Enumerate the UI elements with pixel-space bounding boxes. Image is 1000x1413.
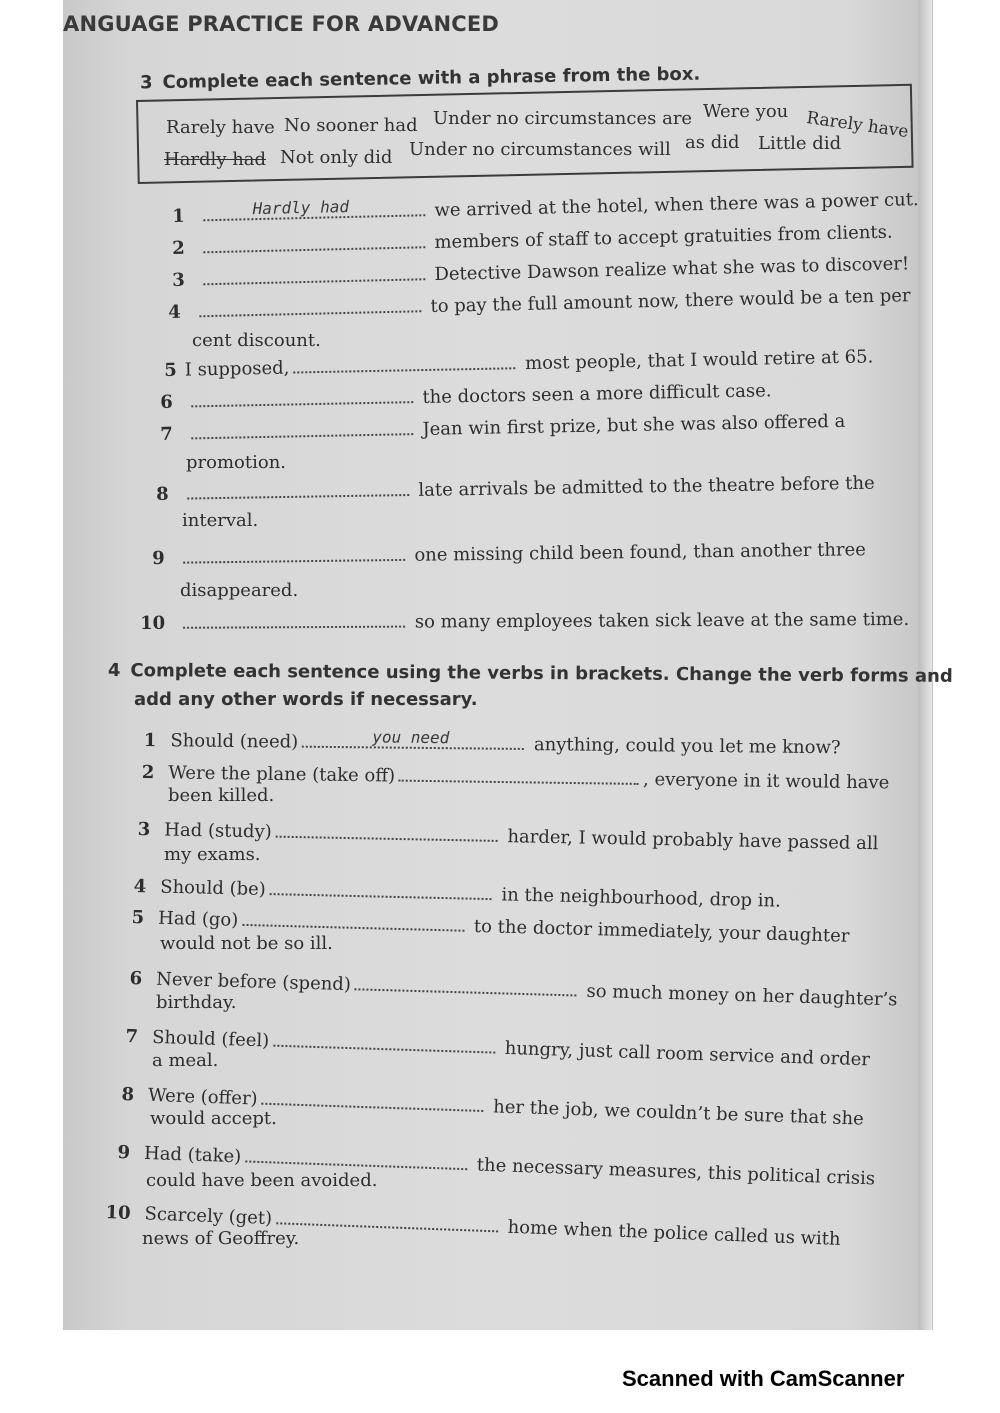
item-number: 10	[140, 612, 166, 634]
phrase: Rarely have	[166, 117, 275, 138]
phrase: Little did	[758, 133, 842, 154]
item-text: so many employees taken sick leave at the same time.	[414, 608, 910, 633]
exercise-3-instruction: Complete each sentence with a phrase from the box.	[162, 63, 701, 94]
item-prefix: Scarcely (get)	[144, 1203, 273, 1230]
answer-blank[interactable]	[203, 262, 425, 285]
item-prefix: I supposed,	[184, 357, 290, 381]
phrase: Under no circumstances are	[433, 108, 693, 129]
item-text: the necessary measures, this political crisis	[476, 1154, 876, 1190]
answer-blank[interactable]	[203, 230, 425, 253]
item-continuation: my exams.	[164, 844, 261, 865]
item-prefix: Had (take)	[143, 1142, 242, 1168]
item-continuation: interval.	[182, 510, 259, 531]
item-text: anything, could you let me know?	[533, 734, 841, 759]
phrase-used: Hardly had	[164, 149, 267, 170]
item-continuation: disappeared.	[180, 580, 299, 601]
item-text: to the doctor immediately, your daughter	[473, 915, 850, 947]
item-text: harder, I would probably have passed all	[507, 826, 879, 855]
item-text: hungry, just call room service and order	[504, 1037, 871, 1071]
item-number: 5	[131, 906, 145, 929]
handwritten-answer: Hardly had	[252, 196, 350, 219]
item-continuation: cent discount.	[192, 330, 321, 351]
item-prefix: Were the plane (take off)	[168, 762, 396, 787]
answer-blank[interactable]	[270, 877, 492, 900]
answer-blank[interactable]	[199, 294, 421, 317]
item-number: 10	[105, 1201, 131, 1224]
item-text: in the neighbourhood, drop in.	[501, 884, 782, 912]
answer-blank[interactable]	[399, 764, 639, 785]
answer-blank[interactable]	[302, 727, 524, 750]
item-text: one missing child been found, than another three	[414, 539, 866, 566]
item-number: 3	[137, 818, 151, 841]
item-number: 8	[121, 1083, 135, 1106]
item-text: , everyone in it would have	[642, 768, 890, 794]
item-text: late arrivals be admitted to the theatre before the	[418, 472, 875, 501]
item-prefix: Should (feel)	[151, 1026, 270, 1052]
item-prefix: Were (offer)	[147, 1084, 258, 1110]
phrase: Rarely have	[805, 108, 910, 143]
item-number: 6	[129, 967, 143, 990]
item-number: 9	[152, 547, 165, 569]
handwritten-answer: you need	[372, 727, 450, 748]
item-continuation: a meal.	[152, 1050, 219, 1071]
item-text: members of staff to accept gratuities from clients.	[434, 221, 893, 254]
item-continuation: promotion.	[186, 452, 287, 473]
item-number: 7	[160, 423, 173, 445]
answer-blank[interactable]	[191, 385, 413, 407]
item-number: 9	[117, 1141, 131, 1164]
item-text: we arrived at the hotel, when there was a power cut.	[434, 189, 919, 222]
exercise-4-instruction: Complete each sentence using the verbs in brackets. Change the verb forms and	[130, 660, 953, 687]
item-prefix: Had (study)	[164, 819, 272, 843]
answer-blank[interactable]	[187, 478, 409, 499]
item-number: 7	[125, 1025, 139, 1048]
item-number: 2	[141, 761, 155, 784]
item-prefix: Never before (spend)	[155, 968, 352, 996]
page-header: ANGUAGE PRACTICE FOR ADVANCED	[63, 12, 500, 36]
exercise-3-number: 3	[139, 72, 153, 94]
item-text: the doctors seen a more difficult case.	[422, 380, 772, 408]
item-text: her the job, we couldn’t be sure that she	[492, 1096, 865, 1130]
item-text: Detective Dawson realize what she was to discover!	[434, 253, 910, 286]
answer-blank[interactable]	[183, 543, 405, 564]
item-continuation: would accept.	[150, 1108, 277, 1129]
answer-blank[interactable]	[293, 351, 515, 373]
item-text: home when the police called us with	[507, 1216, 841, 1250]
item-text: to pay the full amount now, there would be a ten per	[430, 285, 911, 318]
phrase: No sooner had	[284, 115, 418, 136]
scanner-watermark: Scanned with CamScanner	[622, 1366, 905, 1391]
item-number: 4	[168, 301, 182, 323]
item-number: 1	[143, 729, 157, 752]
phrase: Not only did	[280, 147, 393, 168]
phrase: as did	[685, 132, 740, 153]
exercise-4-number: 4	[107, 660, 121, 682]
item-continuation: been killed.	[168, 785, 275, 806]
item-number: 2	[172, 237, 186, 259]
item-continuation: birthday.	[156, 992, 237, 1013]
phrase: Under no circumstances will	[409, 139, 671, 160]
item-continuation: could have been avoided.	[146, 1170, 378, 1191]
item-number: 8	[156, 483, 169, 505]
item-text: so much money on her daughter’s	[586, 980, 898, 1011]
exercise-4-instruction-line2: add any other words if necessary.	[134, 689, 478, 710]
answer-blank[interactable]	[191, 417, 413, 439]
item-text: Jean win first prize, but she was also offered a	[422, 410, 846, 440]
item-continuation: news of Geoffrey.	[142, 1228, 300, 1249]
item-continuation: would not be so ill.	[160, 933, 333, 954]
answer-blank[interactable]	[203, 198, 425, 221]
phrase: Were you	[703, 101, 789, 122]
item-number: 3	[172, 269, 186, 291]
item-prefix: Had (go)	[157, 907, 239, 931]
answer-blank[interactable]	[276, 820, 498, 842]
item-number: 1	[172, 205, 186, 227]
item-prefix: Should (need)	[170, 730, 299, 753]
list-item	[140, 607, 909, 634]
answer-blank[interactable]	[183, 610, 405, 629]
item-text: most people, that I would retire at 65.	[524, 346, 874, 375]
item-number: 4	[133, 875, 147, 898]
item-prefix: Should (be)	[160, 876, 267, 900]
item-number: 5	[164, 359, 177, 381]
item-number: 6	[160, 391, 173, 413]
